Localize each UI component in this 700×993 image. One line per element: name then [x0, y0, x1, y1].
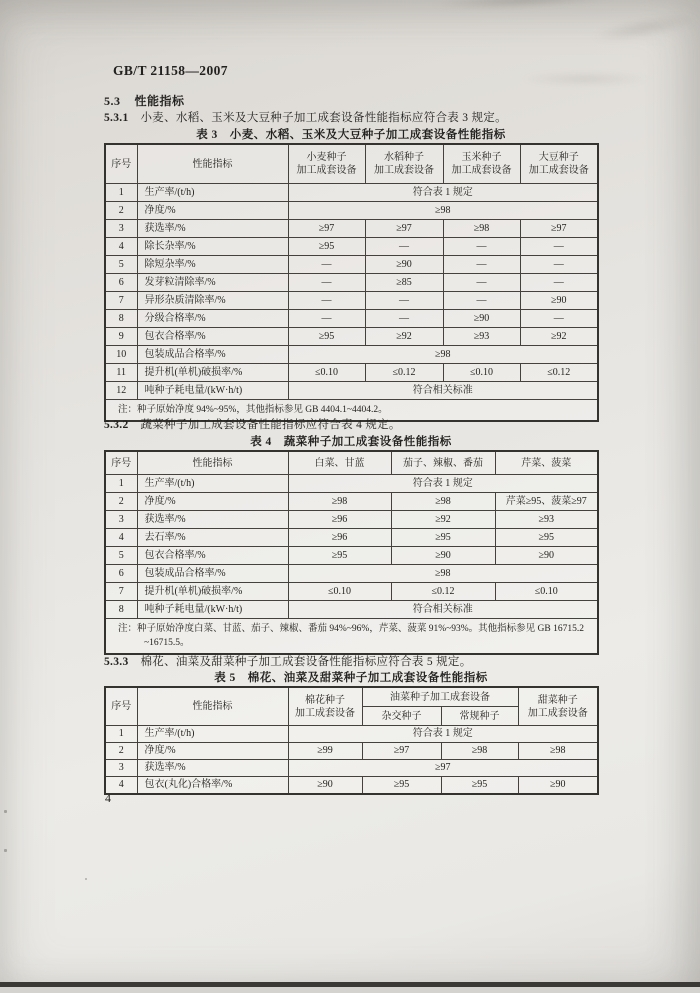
row-number-cell: 4: [105, 529, 137, 547]
row-number-cell: 4: [105, 238, 137, 256]
value-cell: 符合表 1 规定: [288, 726, 598, 743]
table-row: [105, 256, 598, 274]
row-number-cell: 12: [105, 382, 137, 400]
value-cell: ≥90: [520, 292, 598, 310]
table-row: [105, 726, 598, 743]
clause-number: 5.3: [104, 94, 121, 108]
value-cell: ≥95: [288, 547, 391, 565]
column-header: 芹菜、菠菜: [495, 451, 598, 475]
column-header: 序号: [105, 451, 137, 475]
value-cell: ≥98: [441, 743, 518, 760]
value-cell: ≥95: [495, 529, 598, 547]
value-cell: —: [443, 274, 520, 292]
value-cell: —: [520, 256, 598, 274]
value-cell: —: [520, 274, 598, 292]
value-cell: ≥95: [391, 529, 495, 547]
column-header: 茄子、辣椒、番茄: [391, 451, 495, 475]
clause-531: [104, 109, 507, 125]
value-cell: —: [288, 292, 365, 310]
table-row: [105, 202, 598, 220]
table-row: [105, 760, 598, 777]
table-row: [105, 493, 598, 511]
table-row: [105, 583, 598, 601]
scan-speck: [4, 849, 7, 852]
value-cell: —: [288, 310, 365, 328]
column-header: 序号: [105, 687, 137, 726]
indicator-cell: 包装成品合格率/%: [137, 346, 288, 364]
value-cell: ≥99: [288, 743, 362, 760]
page-number: 4: [105, 791, 111, 805]
row-number-cell: 8: [105, 601, 137, 619]
value-cell: ≥90: [518, 777, 598, 795]
value-cell: 符合相关标准: [288, 601, 598, 619]
column-header-group: 油菜种子加工成套设备: [362, 687, 518, 707]
indicator-cell: 除短杂率/%: [137, 256, 288, 274]
header-row: [105, 144, 598, 184]
table-row: [105, 547, 598, 565]
value-cell: ≥98: [518, 743, 598, 760]
doc-code: GB/T 21158—2007: [113, 63, 228, 78]
column-header: 白菜、甘蓝: [288, 451, 391, 475]
row-number-cell: 6: [105, 565, 137, 583]
value-cell: —: [443, 256, 520, 274]
table-caption-5: 表 5 棉花、油菜及甜菜种子加工成套设备性能指标: [214, 672, 488, 684]
scan-smudge: [430, 0, 621, 13]
row-number-cell: 11: [105, 364, 137, 382]
indicator-cell: 生产率/(t/h): [137, 726, 288, 743]
indicator-cell: 去石率/%: [137, 529, 288, 547]
value-cell: ≥97: [288, 760, 598, 777]
row-number-cell: 5: [105, 256, 137, 274]
row-number-cell: 6: [105, 274, 137, 292]
scan-speck: [4, 810, 7, 813]
column-header: 大豆种子 加工成套设备: [520, 144, 598, 184]
row-number-cell: 3: [105, 220, 137, 238]
clause-text: 棉花、油菜及甜菜种子加工成套设备性能指标应符合表 5 规定。: [140, 656, 472, 668]
indicator-cell: 吨种子耗电量/(kW·h/t): [137, 601, 288, 619]
indicator-cell: 生产率/(t/h): [137, 475, 288, 493]
value-cell: ≥98: [443, 220, 520, 238]
column-header: 性能指标: [137, 687, 288, 726]
value-cell: —: [520, 238, 598, 256]
value-cell: ≥97: [520, 220, 598, 238]
header-row: [105, 451, 598, 475]
value-cell: —: [443, 292, 520, 310]
value-cell: ≤0.12: [391, 583, 495, 601]
value-cell: ≥92: [365, 328, 443, 346]
value-cell: ≥90: [288, 777, 362, 795]
indicator-cell: 提升机(单机)破损率/%: [137, 583, 288, 601]
table-row: [105, 382, 598, 400]
value-cell: ≤0.12: [520, 364, 598, 382]
header-row: [105, 687, 598, 707]
indicator-cell: 发芽粒清除率/%: [137, 274, 288, 292]
row-number-cell: 10: [105, 346, 137, 364]
value-cell: —: [288, 274, 365, 292]
value-cell: ≥93: [443, 328, 520, 346]
table-row: [105, 238, 598, 256]
table-row: [105, 529, 598, 547]
value-cell: ≥97: [365, 220, 443, 238]
value-cell: ≥97: [362, 743, 441, 760]
table-5: [104, 686, 599, 795]
indicator-cell: 除长杂率/%: [137, 238, 288, 256]
row-number-cell: 2: [105, 493, 137, 511]
table-row: [105, 743, 598, 760]
table-note-row: [105, 619, 598, 655]
column-header: 棉花种子 加工成套设备: [288, 687, 362, 726]
clause-text: 小麦、水稻、玉米及大豆种子加工成套设备性能指标应符合表 3 规定。: [140, 112, 507, 124]
section-heading-53: [104, 92, 185, 109]
table-row: [105, 475, 598, 493]
indicator-cell: 获选率/%: [137, 511, 288, 529]
indicator-cell: 包衣(丸化)合格率/%: [137, 777, 288, 795]
value-cell: ≥90: [365, 256, 443, 274]
row-number-cell: 1: [105, 726, 137, 743]
value-cell: ≤0.10: [288, 583, 391, 601]
column-header: 小麦种子 加工成套设备: [288, 144, 365, 184]
scan-smudge: [589, 9, 700, 48]
table-4: [104, 450, 599, 655]
value-cell: 芹菜≥95、菠菜≥97: [495, 493, 598, 511]
table-row: [105, 310, 598, 328]
row-number-cell: 7: [105, 583, 137, 601]
value-cell: —: [365, 310, 443, 328]
table-caption-3: 表 3 小麦、水稻、玉米及大豆种子加工成套设备性能指标: [196, 129, 506, 141]
column-header: 性能指标: [137, 144, 288, 184]
indicator-cell: 净度/%: [137, 202, 288, 220]
row-number-cell: 7: [105, 292, 137, 310]
value-cell: —: [288, 256, 365, 274]
column-header: 甜菜种子 加工成套设备: [518, 687, 598, 726]
column-header: 序号: [105, 144, 137, 184]
indicator-cell: 吨种子耗电量/(kW·h/t): [137, 382, 288, 400]
value-cell: ≥92: [520, 328, 598, 346]
scan-speck: [85, 878, 87, 880]
value-cell: ≤0.10: [288, 364, 365, 382]
value-cell: 符合表 1 规定: [288, 184, 598, 202]
value-cell: —: [520, 310, 598, 328]
value-cell: ≥98: [288, 565, 598, 583]
value-cell: ≥95: [288, 328, 365, 346]
column-subheader: 常规种子: [441, 707, 518, 726]
row-number-cell: 8: [105, 310, 137, 328]
value-cell: —: [365, 292, 443, 310]
note-cell: [105, 619, 598, 655]
value-cell: ≥85: [365, 274, 443, 292]
clause-number: 5.3.3: [104, 656, 129, 668]
value-cell: —: [365, 238, 443, 256]
table-row: [105, 292, 598, 310]
clause-number: 5.3.1: [104, 112, 129, 124]
value-cell: ≤0.10: [443, 364, 520, 382]
scan-smudge: [520, 72, 650, 86]
row-number-cell: 3: [105, 511, 137, 529]
row-number-cell: 3: [105, 760, 137, 777]
indicator-cell: 生产率/(t/h): [137, 184, 288, 202]
clause-532: [104, 416, 401, 432]
value-cell: ≥98: [288, 202, 598, 220]
table-row: [105, 565, 598, 583]
column-subheader: 杂交种子: [362, 707, 441, 726]
table-row: [105, 274, 598, 292]
column-header: 性能指标: [137, 451, 288, 475]
table-row: [105, 511, 598, 529]
table-3: [104, 143, 599, 422]
column-header: 玉米种子 加工成套设备: [443, 144, 520, 184]
column-header: 水稻种子 加工成套设备: [365, 144, 443, 184]
table-row: [105, 328, 598, 346]
clause-title: 性能指标: [134, 94, 185, 108]
value-cell: ≥95: [362, 777, 441, 795]
value-cell: ≥96: [288, 511, 391, 529]
value-cell: ≥98: [288, 346, 598, 364]
value-cell: ≤0.10: [495, 583, 598, 601]
page-bottom-shadow: [0, 987, 700, 993]
indicator-cell: 包衣合格率/%: [137, 328, 288, 346]
table-row: [105, 777, 598, 795]
table-row: [105, 364, 598, 382]
row-number-cell: 5: [105, 547, 137, 565]
table-caption-4: 表 4 蔬菜种子加工成套设备性能指标: [250, 436, 452, 448]
row-number-cell: 2: [105, 202, 137, 220]
value-cell: ≥96: [288, 529, 391, 547]
note-line-2: ~16715.5。: [144, 638, 190, 648]
clause-text: 蔬菜种子加工成套设备性能指标应符合表 4 规定。: [140, 419, 401, 431]
value-cell: —: [443, 238, 520, 256]
indicator-cell: 异形杂质清除率/%: [137, 292, 288, 310]
row-number-cell: 4: [105, 777, 137, 795]
row-number-cell: 9: [105, 328, 137, 346]
value-cell: ≥98: [288, 493, 391, 511]
clause-number: 5.3.2: [104, 419, 129, 431]
value-cell: 符合相关标准: [288, 382, 598, 400]
indicator-cell: 获选率/%: [137, 760, 288, 777]
value-cell: ≥95: [288, 238, 365, 256]
note-cell: 注：种子原始净度 94%~95%，其他指标参见 GB 4404.1~4404.2。: [105, 400, 598, 422]
value-cell: ≥95: [441, 777, 518, 795]
table-row: [105, 346, 598, 364]
value-cell: ≥93: [495, 511, 598, 529]
value-cell: ≥92: [391, 511, 495, 529]
indicator-cell: 包衣合格率/%: [137, 547, 288, 565]
value-cell: ≥90: [391, 547, 495, 565]
table-row: [105, 220, 598, 238]
value-cell: ≥98: [391, 493, 495, 511]
indicator-cell: 分级合格率/%: [137, 310, 288, 328]
clause-533: [104, 653, 472, 669]
row-number-cell: 1: [105, 475, 137, 493]
note-line-1: 注：种子原始净度白菜、甘蓝、茄子、辣椒、番茄 94%~96%，芹菜、菠菜 91%~93%。其他指标参见 GB 16715.2: [118, 624, 585, 634]
indicator-cell: 获选率/%: [137, 220, 288, 238]
indicator-cell: 净度/%: [137, 743, 288, 760]
value-cell: ≥97: [288, 220, 365, 238]
indicator-cell: 净度/%: [137, 493, 288, 511]
value-cell: ≥90: [443, 310, 520, 328]
row-number-cell: 2: [105, 743, 137, 760]
indicator-cell: 包装成品合格率/%: [137, 565, 288, 583]
value-cell: 符合表 1 规定: [288, 475, 598, 493]
value-cell: ≤0.12: [365, 364, 443, 382]
table-row: [105, 184, 598, 202]
indicator-cell: 提升机(单机)破损率/%: [137, 364, 288, 382]
table-row: [105, 601, 598, 619]
value-cell: ≥90: [495, 547, 598, 565]
row-number-cell: 1: [105, 184, 137, 202]
